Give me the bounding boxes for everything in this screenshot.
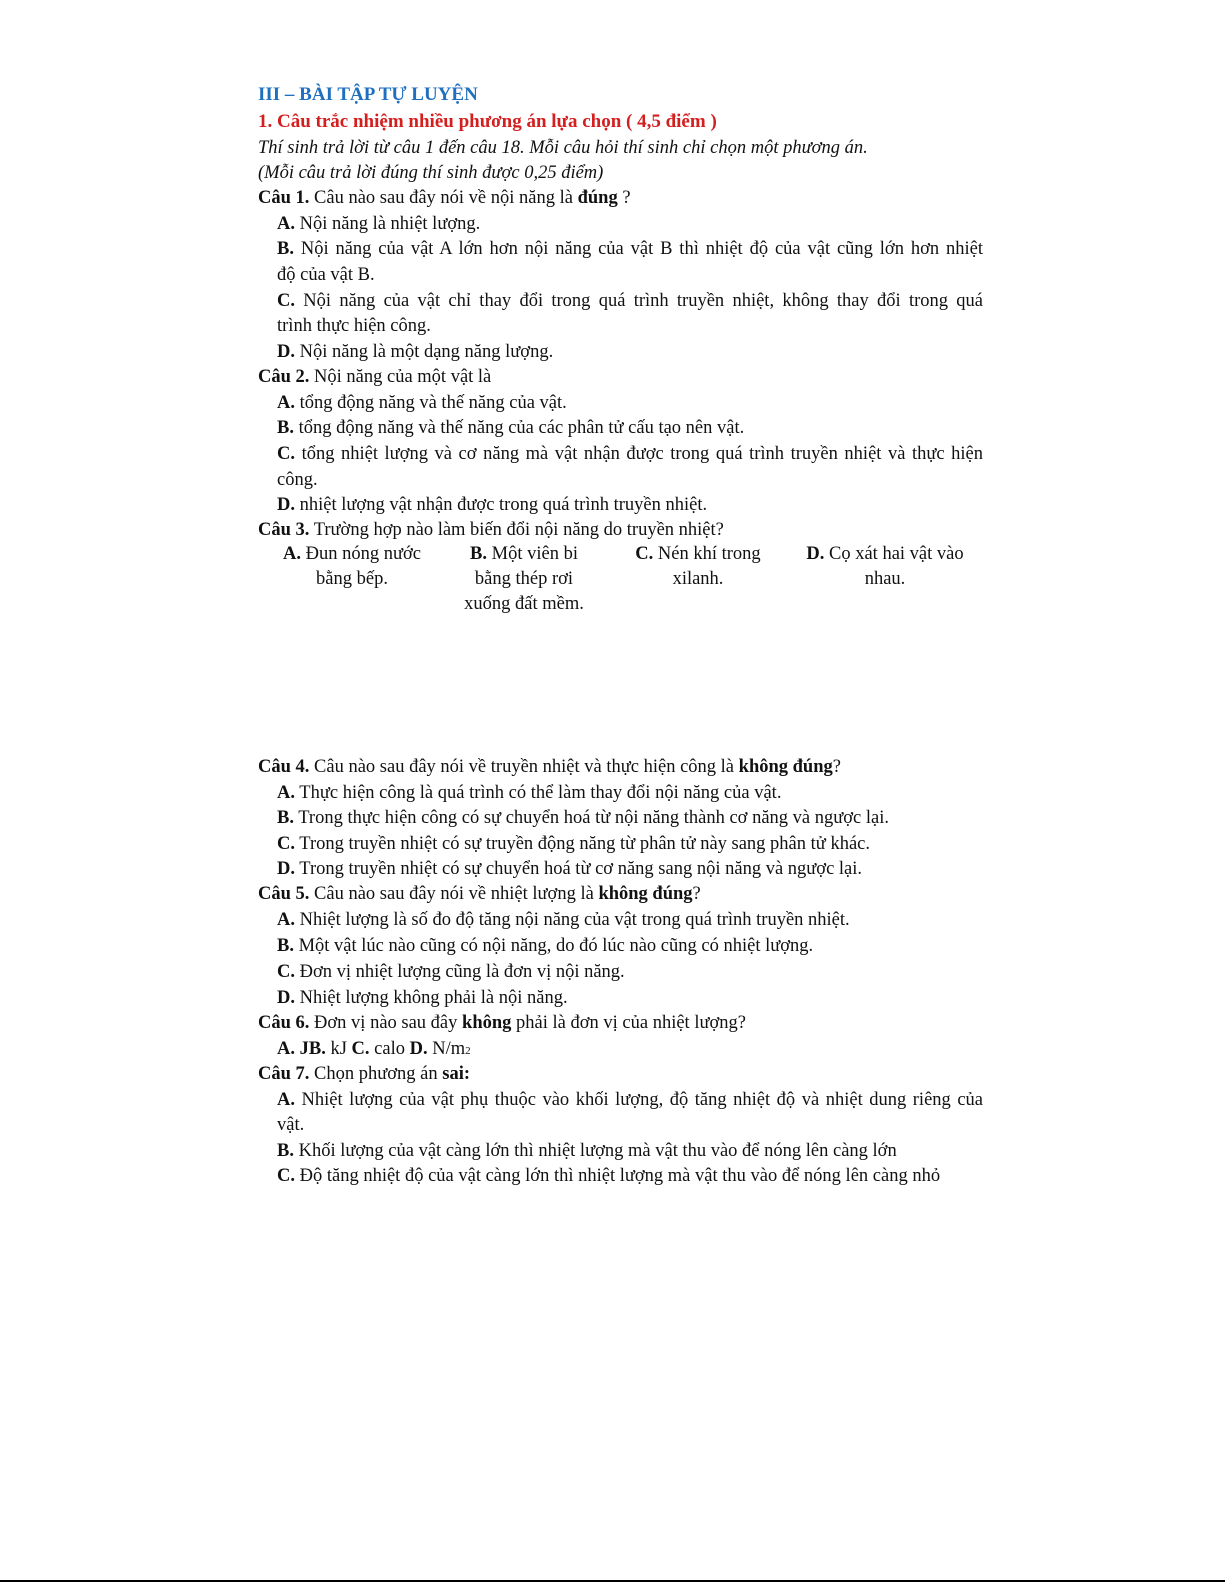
section-title: III – BÀI TẬP TỰ LUYỆN bbox=[258, 84, 478, 105]
question-3-option-d: D. Cọ xát hai vật vào nhau. bbox=[806, 544, 964, 589]
question-6-stem: Câu 6. Đơn vị nào sau đây không phải là đơn vị của nhiệt lượng? bbox=[258, 1013, 746, 1033]
question-5-option-c: C. Đơn vị nhiệt lượng cũng là đơn vị nội năng. bbox=[277, 962, 625, 982]
question-5-option-a: A. Nhiệt lượng là số đo độ tăng nội năng của vật trong quá trình truyền nhiệt. bbox=[277, 910, 850, 930]
question-1-option-d: D. Nội năng là một dạng năng lượng. bbox=[277, 342, 554, 362]
question-7-label: Câu 7. bbox=[258, 1064, 310, 1084]
question-1-option-b-cont: độ của vật B. bbox=[277, 265, 375, 285]
question-2-option-c: C. tổng nhiệt lượng và cơ năng mà vật nhận được trong quá trình truyền nhiệt và thực hiện bbox=[277, 444, 984, 464]
question-3-stem: Câu 3. Trường hợp nào làm biến đổi nội năng do truyền nhiệt? bbox=[258, 520, 724, 540]
question-2-stem: Câu 2. Nội năng của một vật là bbox=[258, 367, 492, 387]
question-3-label: Câu 3. bbox=[258, 520, 310, 540]
question-4-stem: Câu 4. Câu nào sau đây nói về truyền nhiệt và thực hiện công là không đúng? bbox=[258, 757, 841, 777]
instruction-line-1: Thí sinh trả lời từ câu 1 đến câu 18. Mỗi câu hỏi thí sinh chỉ chọn một phương án. bbox=[258, 138, 868, 158]
question-6-options: A. JB. kJ C. calo D. N/m2 bbox=[277, 1039, 471, 1059]
question-4-option-a: A. Thực hiện công là quá trình có thể làm thay đổi nội năng của vật. bbox=[277, 783, 782, 803]
question-1-stem: Câu 1. Câu nào sau đây nói về nội năng là đúng ? bbox=[258, 188, 631, 208]
question-5-label: Câu 5. bbox=[258, 884, 310, 904]
question-4-option-d: D. Trong truyền nhiệt có sự chuyển hoá từ cơ năng sang nội năng và ngược lại. bbox=[277, 859, 863, 879]
question-6-label: Câu 6. bbox=[258, 1013, 310, 1033]
question-2-option-c-cont: công. bbox=[277, 470, 318, 490]
question-1-option-c-cont: trình thực hiện công. bbox=[277, 316, 431, 336]
question-4-label: Câu 4. bbox=[258, 757, 310, 777]
question-5-option-d: D. Nhiệt lượng không phải là nội năng. bbox=[277, 988, 568, 1008]
question-4-option-b: B. Trong thực hiện công có sự chuyển hoá từ nội năng thành cơ năng và ngược lại. bbox=[277, 808, 890, 828]
question-1-option-b: B. Nội năng của vật A lớn hơn nội năng của vật B thì nhiệt độ của vật cũng lớn hơn nhiệt bbox=[277, 239, 983, 259]
question-2-label: Câu 2. bbox=[258, 367, 310, 387]
page-bottom-divider bbox=[0, 1580, 1225, 1582]
question-5-option-b: B. Một vật lúc nào cũng có nội năng, do đó lúc nào cũng có nhiệt lượng. bbox=[277, 936, 814, 956]
question-7-option-a: A. Nhiệt lượng của vật phụ thuộc vào khối lượng, độ tăng nhiệt độ và nhiệt dung riêng của bbox=[277, 1090, 983, 1110]
question-1-option-a: A. Nội năng là nhiệt lượng. bbox=[277, 214, 481, 234]
question-7-option-b: B. Khối lượng của vật càng lớn thì nhiệt lượng mà vật thu vào để nóng lên càng lớn bbox=[277, 1141, 897, 1161]
part-title: 1. Câu trắc nhiệm nhiều phương án lựa chọn ( 4,5 điểm ) bbox=[258, 111, 717, 132]
question-2-option-d: D. nhiệt lượng vật nhận được trong quá trình truyền nhiệt. bbox=[277, 495, 708, 515]
instruction-line-2: (Mỗi câu trả lời đúng thí sinh được 0,25 điểm) bbox=[258, 163, 604, 183]
question-5-stem: Câu 5. Câu nào sau đây nói về nhiệt lượng là không đúng? bbox=[258, 884, 701, 904]
question-3-option-c: C. Nén khí trong xilanh. bbox=[635, 544, 761, 589]
question-1-option-c: C. Nội năng của vật chỉ thay đổi trong quá trình truyền nhiệt, không thay đổi trong quá bbox=[277, 291, 984, 311]
question-1-label: Câu 1. bbox=[258, 188, 310, 208]
question-2-option-a: A. tổng động năng và thế năng của vật. bbox=[277, 393, 567, 413]
question-7-option-a-cont: vật. bbox=[277, 1115, 305, 1135]
question-4-option-c: C. Trong truyền nhiệt có sự truyền động năng từ phân tử này sang phân tử khác. bbox=[277, 834, 870, 854]
question-2-option-b: B. tổng động năng và thế năng của các phân tử cấu tạo nên vật. bbox=[277, 418, 745, 438]
question-3-option-b: B. Một viên bi bằng thép rơi xuống đất mềm. bbox=[464, 544, 584, 614]
question-7-option-c: C. Độ tăng nhiệt độ của vật càng lớn thì nhiệt lượng mà vật thu vào để nóng lên càng nhỏ bbox=[277, 1166, 941, 1186]
question-3-option-a: A. Đun nóng nước bằng bếp. bbox=[282, 544, 421, 589]
question-7-stem: Câu 7. Chọn phương án sai: bbox=[258, 1064, 471, 1084]
